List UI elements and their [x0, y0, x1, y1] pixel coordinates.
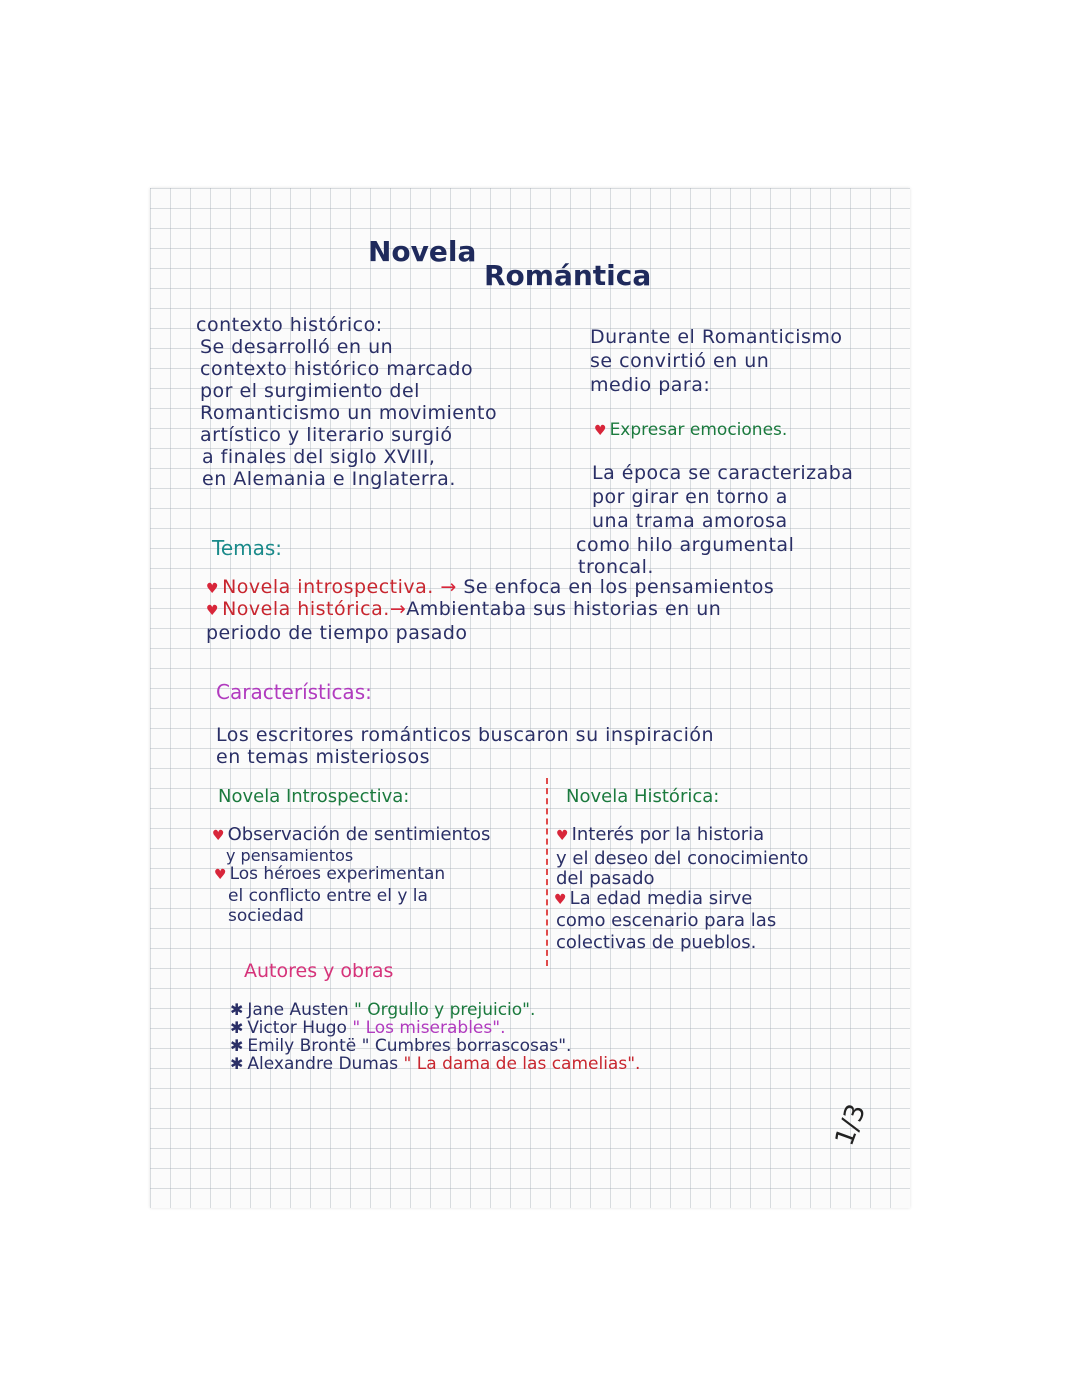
- tema-item-1-desc: Se enfoca en los pensamientos: [463, 576, 775, 598]
- historica-line-1-text: Interés por la historia: [571, 824, 765, 845]
- arrow-right-icon: →: [389, 598, 407, 620]
- introspectiva-line-5: sociedad: [228, 906, 304, 926]
- arrow-right-icon: →: [440, 576, 457, 598]
- tema-item-1-name: Novela introspectiva.: [222, 576, 434, 598]
- contexto-line-6: a finales del siglo XVIII,: [202, 446, 436, 468]
- historica-line-3: del pasado: [556, 868, 655, 889]
- contexto-line-4: Romanticismo un movimiento: [200, 402, 498, 424]
- contexto-line-7: en Alemania e Inglaterra.: [202, 468, 456, 490]
- historica-line-4: [554, 890, 752, 908]
- page-number: 1/3: [829, 1100, 873, 1150]
- temas-heading: Temas:: [212, 536, 283, 560]
- heart-icon: ♥: [554, 892, 567, 908]
- durante-line-3: medio para:: [590, 374, 711, 396]
- historica-line-2: y el deseo del conocimiento: [556, 848, 809, 869]
- tema-item-2-name: Novela histórica.: [222, 598, 390, 620]
- heart-icon: ♥: [212, 828, 225, 844]
- heart-icon: ♥: [206, 603, 220, 619]
- heart-icon: ♥: [556, 828, 569, 844]
- introspectiva-line-3: [214, 866, 445, 883]
- introspectiva-line-1: [212, 826, 490, 844]
- introspectiva-line-4: el conflicto entre el y la: [228, 886, 428, 906]
- heart-icon: ♥: [594, 423, 607, 439]
- autor-item-4: [230, 1056, 640, 1073]
- autores-heading: Autores y obras: [244, 960, 394, 982]
- durante-bullet-text: Expresar emociones.: [609, 420, 788, 440]
- introspectiva-line-2: y pensamientos: [226, 846, 354, 865]
- epoca-line-3: una trama amorosa: [592, 510, 788, 532]
- autor-3-name: Emily Brontë: [247, 1036, 357, 1056]
- historica-line-1: [556, 826, 764, 844]
- caracteristicas-heading: Características:: [216, 680, 372, 704]
- flower-icon: ✱: [230, 1000, 244, 1019]
- autor-item-1: [230, 1002, 535, 1019]
- historica-line-5: como escenario para las: [556, 910, 777, 931]
- caracteristicas-line-2: en temas misteriosos: [216, 746, 430, 768]
- autor-2-work: " Los miserables".: [352, 1018, 506, 1038]
- tema-item-1: [206, 578, 774, 597]
- introspectiva-line-1-text: Observación de sentimientos: [227, 824, 491, 845]
- autor-3-work: " Cumbres borrascosas".: [361, 1036, 572, 1056]
- flower-icon: ✱: [230, 1018, 244, 1037]
- autor-item-2: [230, 1020, 505, 1037]
- autor-4-work: " La dama de las camelias".: [403, 1054, 641, 1074]
- flower-icon: ✱: [230, 1036, 244, 1055]
- heart-icon: ♥: [206, 581, 220, 597]
- historica-line-6: colectivas de pueblos.: [556, 932, 757, 953]
- contexto-line-2: contexto histórico marcado: [200, 358, 474, 380]
- contexto-line-5: artístico y literario surgió: [200, 424, 453, 446]
- epoca-line-1: La época se caracterizaba: [592, 462, 854, 484]
- tema-item-2-desc: Ambientaba sus historias en un: [406, 598, 722, 620]
- autor-1-name: Jane Austen: [247, 1000, 349, 1020]
- epoca-line-4: como hilo argumental: [576, 534, 795, 556]
- caracteristicas-line-1: Los escritores románticos buscaron su inspiración: [216, 724, 715, 746]
- tema-continuation: periodo de tiempo pasado: [206, 622, 468, 644]
- contexto-line-3: por el surgimiento del: [200, 380, 420, 402]
- autor-1-work: " Orgullo y prejuicio".: [354, 1000, 536, 1020]
- historica-line-4-text: La edad media sirve: [569, 888, 753, 909]
- tema-item-2: [206, 600, 721, 619]
- introspectiva-heading: Novela Introspectiva:: [218, 786, 410, 807]
- autor-item-3: [230, 1038, 571, 1055]
- heart-icon: ♥: [214, 867, 227, 883]
- autor-4-name: Alexandre Dumas: [247, 1054, 399, 1074]
- durante-line-1: Durante el Romanticismo: [590, 326, 843, 348]
- column-divider: [546, 778, 548, 966]
- autor-2-name: Victor Hugo: [247, 1018, 347, 1038]
- contexto-heading: contexto histórico:: [196, 314, 383, 336]
- durante-line-2: se convirtió en un: [590, 350, 770, 372]
- historica-heading: Novela Histórica:: [566, 786, 720, 807]
- epoca-line-2: por girar en torno a: [592, 486, 788, 508]
- durante-bullet: [594, 422, 787, 439]
- title-line1: Novela: [368, 235, 477, 268]
- contexto-line-1: Se desarrolló en un: [200, 336, 394, 358]
- title-line2: Romántica: [484, 259, 652, 292]
- flower-icon: ✱: [230, 1054, 244, 1073]
- epoca-line-5: troncal.: [578, 556, 654, 578]
- introspectiva-line-3-text: Los héroes experimentan: [229, 864, 446, 884]
